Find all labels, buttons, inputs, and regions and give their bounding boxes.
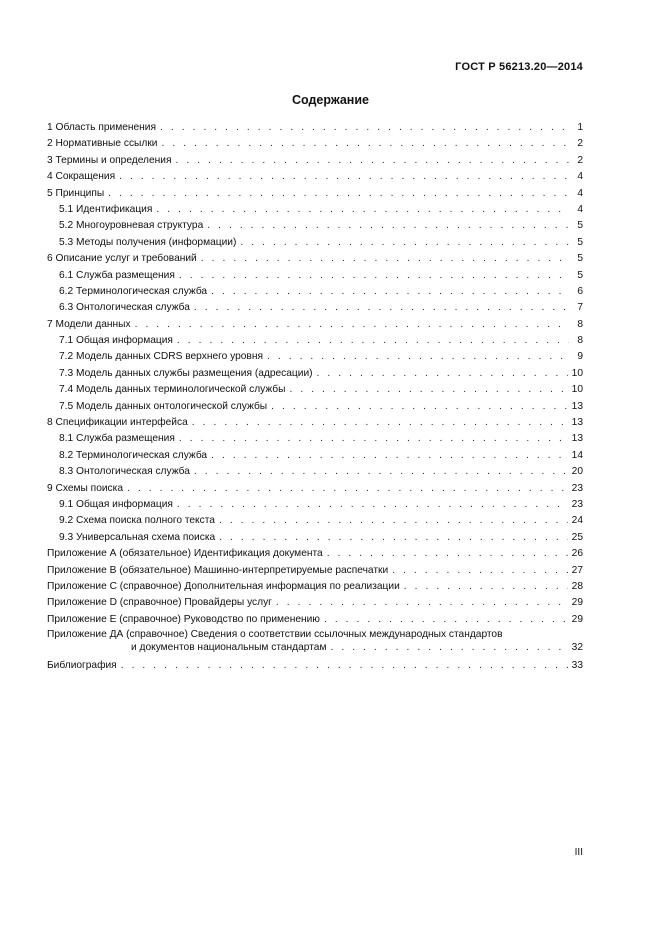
toc-leader-dots [324, 612, 568, 628]
toc-entry[interactable] [47, 415, 583, 431]
toc-leader-dots [404, 579, 568, 595]
toc-entry-label [47, 563, 392, 579]
toc-leader-dots [135, 317, 569, 333]
toc-leader-dots [194, 464, 568, 480]
toc-entry-label [59, 497, 177, 513]
toc-entry-label [59, 399, 271, 415]
toc-entry-number: 8.3 [59, 466, 74, 478]
toc-leader-dots [179, 431, 568, 447]
toc-entry[interactable] [47, 481, 583, 497]
toc-leader-dots [192, 415, 568, 431]
toc-entry-page: 27 [571, 564, 583, 576]
toc-entry-text: Терминологическая служба [76, 449, 208, 461]
toc-entry-page: 5 [577, 269, 583, 281]
toc-leader-dots [121, 658, 568, 674]
toc-entry-text: Приложение D (справочное) Провайдеры услуг [47, 597, 272, 609]
toc-entry-bibliography[interactable] [47, 658, 583, 674]
toc-entry-label [47, 595, 276, 611]
toc-entry[interactable] [47, 136, 583, 152]
toc-entry-label [47, 169, 119, 185]
toc-entry-number: 5.3 [59, 236, 74, 248]
toc-entry-label [47, 415, 192, 431]
toc-leader-dots [156, 202, 569, 218]
toc-entry-text: Модель данных терминологической службы [76, 384, 286, 396]
toc-entry-page: 13 [571, 417, 583, 429]
toc-entry[interactable] [47, 120, 583, 136]
toc-leader-dots [276, 595, 568, 611]
toc-entry-text: Онтологическая служба [76, 302, 190, 314]
toc-entry-page: 32 [571, 642, 583, 654]
toc-entry-page: 4 [577, 203, 583, 215]
toc-entry-text: Общая информация [76, 498, 173, 510]
toc-entry-text: Приложение В (обязательное) Машинно-интерпретируемые распечатки [47, 564, 389, 576]
toc-entry-page: 23 [571, 482, 583, 494]
toc-entry-text: Область применения [55, 122, 156, 133]
toc-entry-text: Онтологическая служба [76, 466, 190, 478]
toc-entry-page: 5 [577, 236, 583, 248]
toc-entry-number: 3 [47, 154, 53, 166]
toc-entry-label [59, 349, 267, 365]
toc-entry-number: 9.2 [59, 515, 74, 527]
toc-entry-label [47, 481, 127, 497]
toc-entry-page: 29 [571, 597, 583, 609]
toc-entry-label [47, 546, 327, 562]
toc-entry-page: 13 [571, 433, 583, 445]
toc-entry-number: 1 [47, 122, 53, 133]
toc-entry-text: Модель данных онтологической службы [76, 400, 268, 412]
toc-entry-text: Нормативные ссылки [55, 138, 158, 150]
toc-entry-page: 24 [571, 515, 583, 527]
toc-entry-label [59, 366, 317, 382]
toc-leader-dots [207, 218, 569, 234]
toc-entry-text: Служба размещения [76, 433, 175, 445]
toc-list [47, 120, 583, 628]
toc-entry-number: 7.3 [59, 367, 74, 379]
toc-entry[interactable] [47, 284, 583, 300]
toc-entry-text: Схема поиска полного текста [76, 515, 215, 527]
toc-entry-label [47, 136, 161, 152]
toc-entry[interactable] [47, 448, 583, 464]
toc-entry-page: 10 [571, 367, 583, 379]
toc-leader-dots [177, 333, 569, 349]
toc-entry-number: 6.3 [59, 302, 74, 314]
toc-entry[interactable] [47, 300, 583, 316]
toc-entry-label [59, 464, 194, 480]
toc-entry-label [59, 530, 219, 546]
toc-entry[interactable] [47, 218, 583, 234]
toc-leader-dots [160, 120, 569, 136]
toc-entry-page: 25 [571, 531, 583, 543]
toc-entry-page: 29 [571, 613, 583, 625]
toc-leader-dots [161, 136, 569, 152]
toc-entry-page: 5 [577, 253, 583, 265]
toc-entry-text: Приложение С (справочное) Дополнительная информация по реализации [47, 580, 400, 592]
toc-entry-page: 5 [577, 220, 583, 232]
toc-leader-dots [201, 251, 569, 267]
toc-entry-page: 13 [571, 400, 583, 412]
toc-entry-label [59, 202, 156, 218]
toc-entry-text: Служба размещения [76, 269, 175, 281]
toc-entry-page: 4 [577, 187, 583, 199]
toc-entry-number: 6 [47, 253, 53, 265]
toc-entry-page: 6 [577, 285, 583, 297]
toc-entry-label [47, 153, 176, 169]
toc-entry-text: Спецификации интерфейса [55, 417, 188, 429]
toc-entry-text: Приложение А (обязательное) Идентификация документа [47, 548, 323, 560]
toc-entry-text: Методы получения (информации) [76, 236, 237, 248]
toc-entry-number: 8.2 [59, 449, 74, 461]
toc-entry[interactable] [47, 595, 583, 611]
toc-entry-number: 7.4 [59, 384, 74, 396]
toc-entry-label [59, 268, 179, 284]
toc-entry-page: 8 [577, 318, 583, 330]
toc-leader-dots [108, 186, 569, 202]
toc-entry[interactable] [47, 251, 583, 267]
toc-entry-label [47, 186, 108, 202]
toc-entry-text: Многоуровневая структура [76, 220, 204, 232]
toc-entry-page: 1 [577, 122, 583, 133]
toc-entry-label [47, 579, 404, 595]
toc-entry-number: 7.1 [59, 335, 74, 347]
toc-leader-dots [219, 513, 568, 529]
toc-entry-text: Общая информация [76, 335, 173, 347]
toc-entry[interactable] [47, 317, 583, 333]
toc-leader-dots [179, 268, 569, 284]
toc-entry-number: 9.1 [59, 498, 74, 510]
toc-entry[interactable] [47, 530, 583, 546]
toc-leader-dots [177, 497, 568, 513]
toc-entry-number: 7 [47, 318, 53, 330]
toc-entry-number: 9.3 [59, 531, 74, 543]
page-title: Содержание [291, 93, 369, 107]
toc-entry[interactable] [47, 235, 583, 251]
toc-entry-number: 6.1 [59, 269, 74, 281]
toc-entry[interactable] [47, 497, 583, 513]
toc-entry-text: Термины и определения [55, 154, 172, 166]
toc-entry-page: 8 [577, 335, 583, 347]
toc-entry-label [59, 513, 219, 529]
toc-entry-page: 26 [571, 548, 583, 560]
toc-entry-text: Приложение Е (справочное) Руководство по применению [47, 613, 320, 625]
toc-leader-dots [327, 546, 568, 562]
toc-leader-dots [127, 481, 568, 497]
toc-entry-text: Модель данных CDRS верхнего уровня [76, 351, 263, 363]
toc-entry-text: Принципы [55, 187, 105, 199]
toc-leader-dots [267, 349, 569, 365]
toc-entry-label [47, 251, 201, 267]
table-of-contents [47, 120, 583, 674]
toc-entry[interactable] [47, 268, 583, 284]
toc-entry-label [47, 612, 324, 628]
toc-leader-dots [271, 399, 568, 415]
toc-entry-text: Описание услуг и требований [55, 253, 197, 265]
toc-entry-label: Приложение ДА (справочное) Сведения о соответствии ссылочных международных стандартов [47, 629, 503, 641]
toc-entry[interactable] [47, 579, 583, 595]
toc-leader-dots [289, 382, 567, 398]
toc-entry[interactable] [47, 546, 583, 562]
toc-entry-label-continued: и документов национальным стандартам [131, 642, 327, 654]
toc-entry[interactable] [47, 431, 583, 447]
toc-entry-number: 8 [47, 417, 53, 429]
toc-entry-label [47, 317, 135, 333]
toc-entry-page: 28 [571, 580, 583, 592]
toc-entry[interactable] [47, 366, 583, 382]
toc-entry[interactable] [47, 186, 583, 202]
toc-entry-number: 7.2 [59, 351, 74, 363]
toc-entry-number: 5.1 [59, 203, 74, 215]
page-number: III [574, 847, 583, 858]
toc-entry-label: Библиография [47, 659, 117, 671]
toc-leader-dots [330, 641, 567, 654]
toc-leader-dots [176, 153, 570, 169]
toc-entry-page: 7 [577, 302, 583, 314]
document-code: ГОСТ Р 56213.20—2014 [455, 61, 583, 73]
toc-entry-text: Схемы поиска [55, 482, 123, 494]
toc-leader-dots [317, 366, 568, 382]
toc-entry-label [59, 431, 179, 447]
toc-entry-page: 23 [571, 498, 583, 510]
toc-leader-dots [219, 530, 567, 546]
toc-entry-text: Модели данных [55, 318, 131, 330]
toc-entry-text: Терминологическая служба [76, 285, 208, 297]
toc-leader-dots [211, 448, 568, 464]
toc-entry-text: Универсальная схема поиска [76, 531, 216, 543]
toc-entry-number: 5.2 [59, 220, 74, 232]
toc-entry-label [47, 120, 160, 136]
toc-entry-label [59, 300, 194, 316]
toc-entry-appendix-da[interactable] [47, 628, 583, 654]
toc-entry[interactable] [47, 464, 583, 480]
toc-entry-page: 2 [577, 138, 583, 150]
toc-entry[interactable] [47, 399, 583, 415]
toc-entry[interactable] [47, 382, 583, 398]
toc-entry-number: 4 [47, 171, 53, 183]
toc-entry-number: 9 [47, 482, 53, 494]
toc-entry[interactable] [47, 563, 583, 579]
toc-entry-page: 2 [577, 154, 583, 166]
toc-entry-text: Модель данных службы размещения (адресации) [76, 367, 313, 379]
toc-entry-text: Сокращения [55, 171, 116, 183]
toc-leader-dots [119, 169, 569, 185]
toc-entry-number: 6.2 [59, 285, 74, 297]
toc-entry-label [59, 235, 240, 251]
toc-leader-dots [211, 284, 569, 300]
toc-entry-label [59, 448, 211, 464]
toc-leader-dots [194, 300, 569, 316]
toc-entry-page: 14 [571, 449, 583, 461]
toc-entry[interactable] [47, 333, 583, 349]
toc-entry-label [59, 382, 289, 398]
toc-entry[interactable] [47, 612, 583, 628]
toc-entry-text: Идентификация [76, 203, 153, 215]
toc-entry[interactable] [47, 349, 583, 365]
toc-entry-number: 2 [47, 138, 53, 150]
toc-entry-number: 8.1 [59, 433, 74, 445]
toc-entry[interactable] [47, 202, 583, 218]
toc-leader-dots [392, 563, 567, 579]
toc-entry[interactable] [47, 169, 583, 185]
toc-entry-label [59, 284, 211, 300]
toc-entry-number: 5 [47, 187, 53, 199]
toc-entry-label [59, 218, 207, 234]
toc-entry-page: 33 [571, 659, 583, 671]
toc-entry-page: 9 [577, 351, 583, 363]
toc-entry-page: 10 [571, 384, 583, 396]
toc-entry-page: 20 [571, 466, 583, 478]
toc-entry-page: 4 [577, 171, 583, 183]
toc-entry-number: 7.5 [59, 400, 74, 412]
toc-entry-label [59, 333, 177, 349]
toc-entry[interactable] [47, 153, 583, 169]
toc-leader-dots [240, 235, 569, 251]
toc-entry[interactable] [47, 513, 583, 529]
